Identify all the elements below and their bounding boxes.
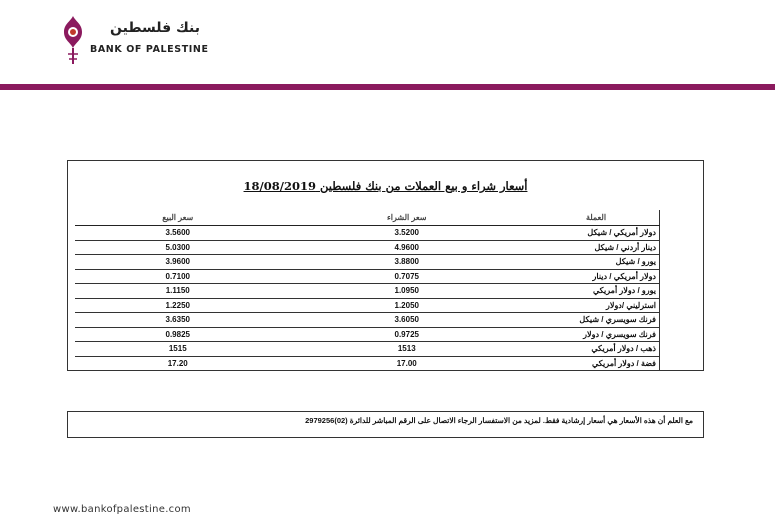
table-row (75, 240, 660, 255)
currency-pair: يورو / دولار أمريكي (533, 284, 660, 299)
column-header-currency: العملة (533, 210, 660, 226)
currency-pair: دينار أردني / شيكل (533, 240, 660, 255)
sell-rate: 3.9600 (75, 255, 280, 270)
buy-rate: 4.9600 (280, 240, 533, 255)
currency-pair: استرليني /دولار (533, 298, 660, 313)
buy-rate: 0.9725 (280, 327, 533, 342)
column-header-buy: سعر الشراء (280, 210, 533, 226)
table-row (75, 255, 660, 270)
table-row (75, 313, 660, 328)
currency-pair: يورو / شيكل (533, 255, 660, 270)
currency-pair: ذهب / دولار أمريكي (533, 342, 660, 357)
header-band (0, 84, 775, 90)
buy-rate: 1.0950 (280, 284, 533, 299)
rates-title: أسعار شراء و بيع العملات من بنك فلسطين 18/08/2019 (243, 179, 528, 193)
currency-pair: فضة / دولار أمريكي (533, 356, 660, 371)
sell-rate: 0.9825 (75, 327, 280, 342)
buy-rate: 17.00 (280, 356, 533, 371)
bank-emblem-icon (62, 16, 84, 64)
column-header-sell: سعر البيع (75, 210, 280, 226)
logo-english-text: BANK OF PALESTINE (90, 44, 209, 55)
currency-pair: فرنك سويسري / دولار (533, 327, 660, 342)
currency-pair: دولار أمريكي / شيكل (533, 226, 660, 241)
disclaimer-note: مع العلم أن هذه الأسعار هي أسعار إرشادية فقط. لمزيد من الاستفسار الرجاء الاتصال على الرقم المباشر للدائرة (02)2979256 (305, 416, 693, 425)
buy-rate: 1513 (280, 342, 533, 357)
table-row (75, 226, 660, 241)
rates-panel (67, 160, 704, 371)
table-row (75, 269, 660, 284)
sell-rate: 3.6350 (75, 313, 280, 328)
sell-rate: 3.5600 (75, 226, 280, 241)
table-header-row (75, 210, 660, 226)
rates-table (75, 210, 660, 371)
currency-pair: دولار أمريكي / دينار (533, 269, 660, 284)
buy-rate: 1.2050 (280, 298, 533, 313)
logo-arabic-text: بنك فلسطين (110, 20, 200, 36)
bank-logo (62, 14, 209, 70)
sell-rate: 1.2250 (75, 298, 280, 313)
sell-rate: 1515 (75, 342, 280, 357)
website-link[interactable]: www.bankofpalestine.com (53, 504, 191, 515)
table-row (75, 356, 660, 371)
sell-rate: 17.20 (75, 356, 280, 371)
buy-rate: 3.5200 (280, 226, 533, 241)
currency-pair: فرنك سويسري / شيكل (533, 313, 660, 328)
buy-rate: 3.6050 (280, 313, 533, 328)
buy-rate: 0.7075 (280, 269, 533, 284)
table-row (75, 284, 660, 299)
sell-rate: 1.1150 (75, 284, 280, 299)
note-panel (67, 411, 704, 438)
sell-rate: 0.7100 (75, 269, 280, 284)
sell-rate: 5.0300 (75, 240, 280, 255)
table-row (75, 327, 660, 342)
table-row (75, 298, 660, 313)
table-row (75, 342, 660, 357)
buy-rate: 3.8800 (280, 255, 533, 270)
